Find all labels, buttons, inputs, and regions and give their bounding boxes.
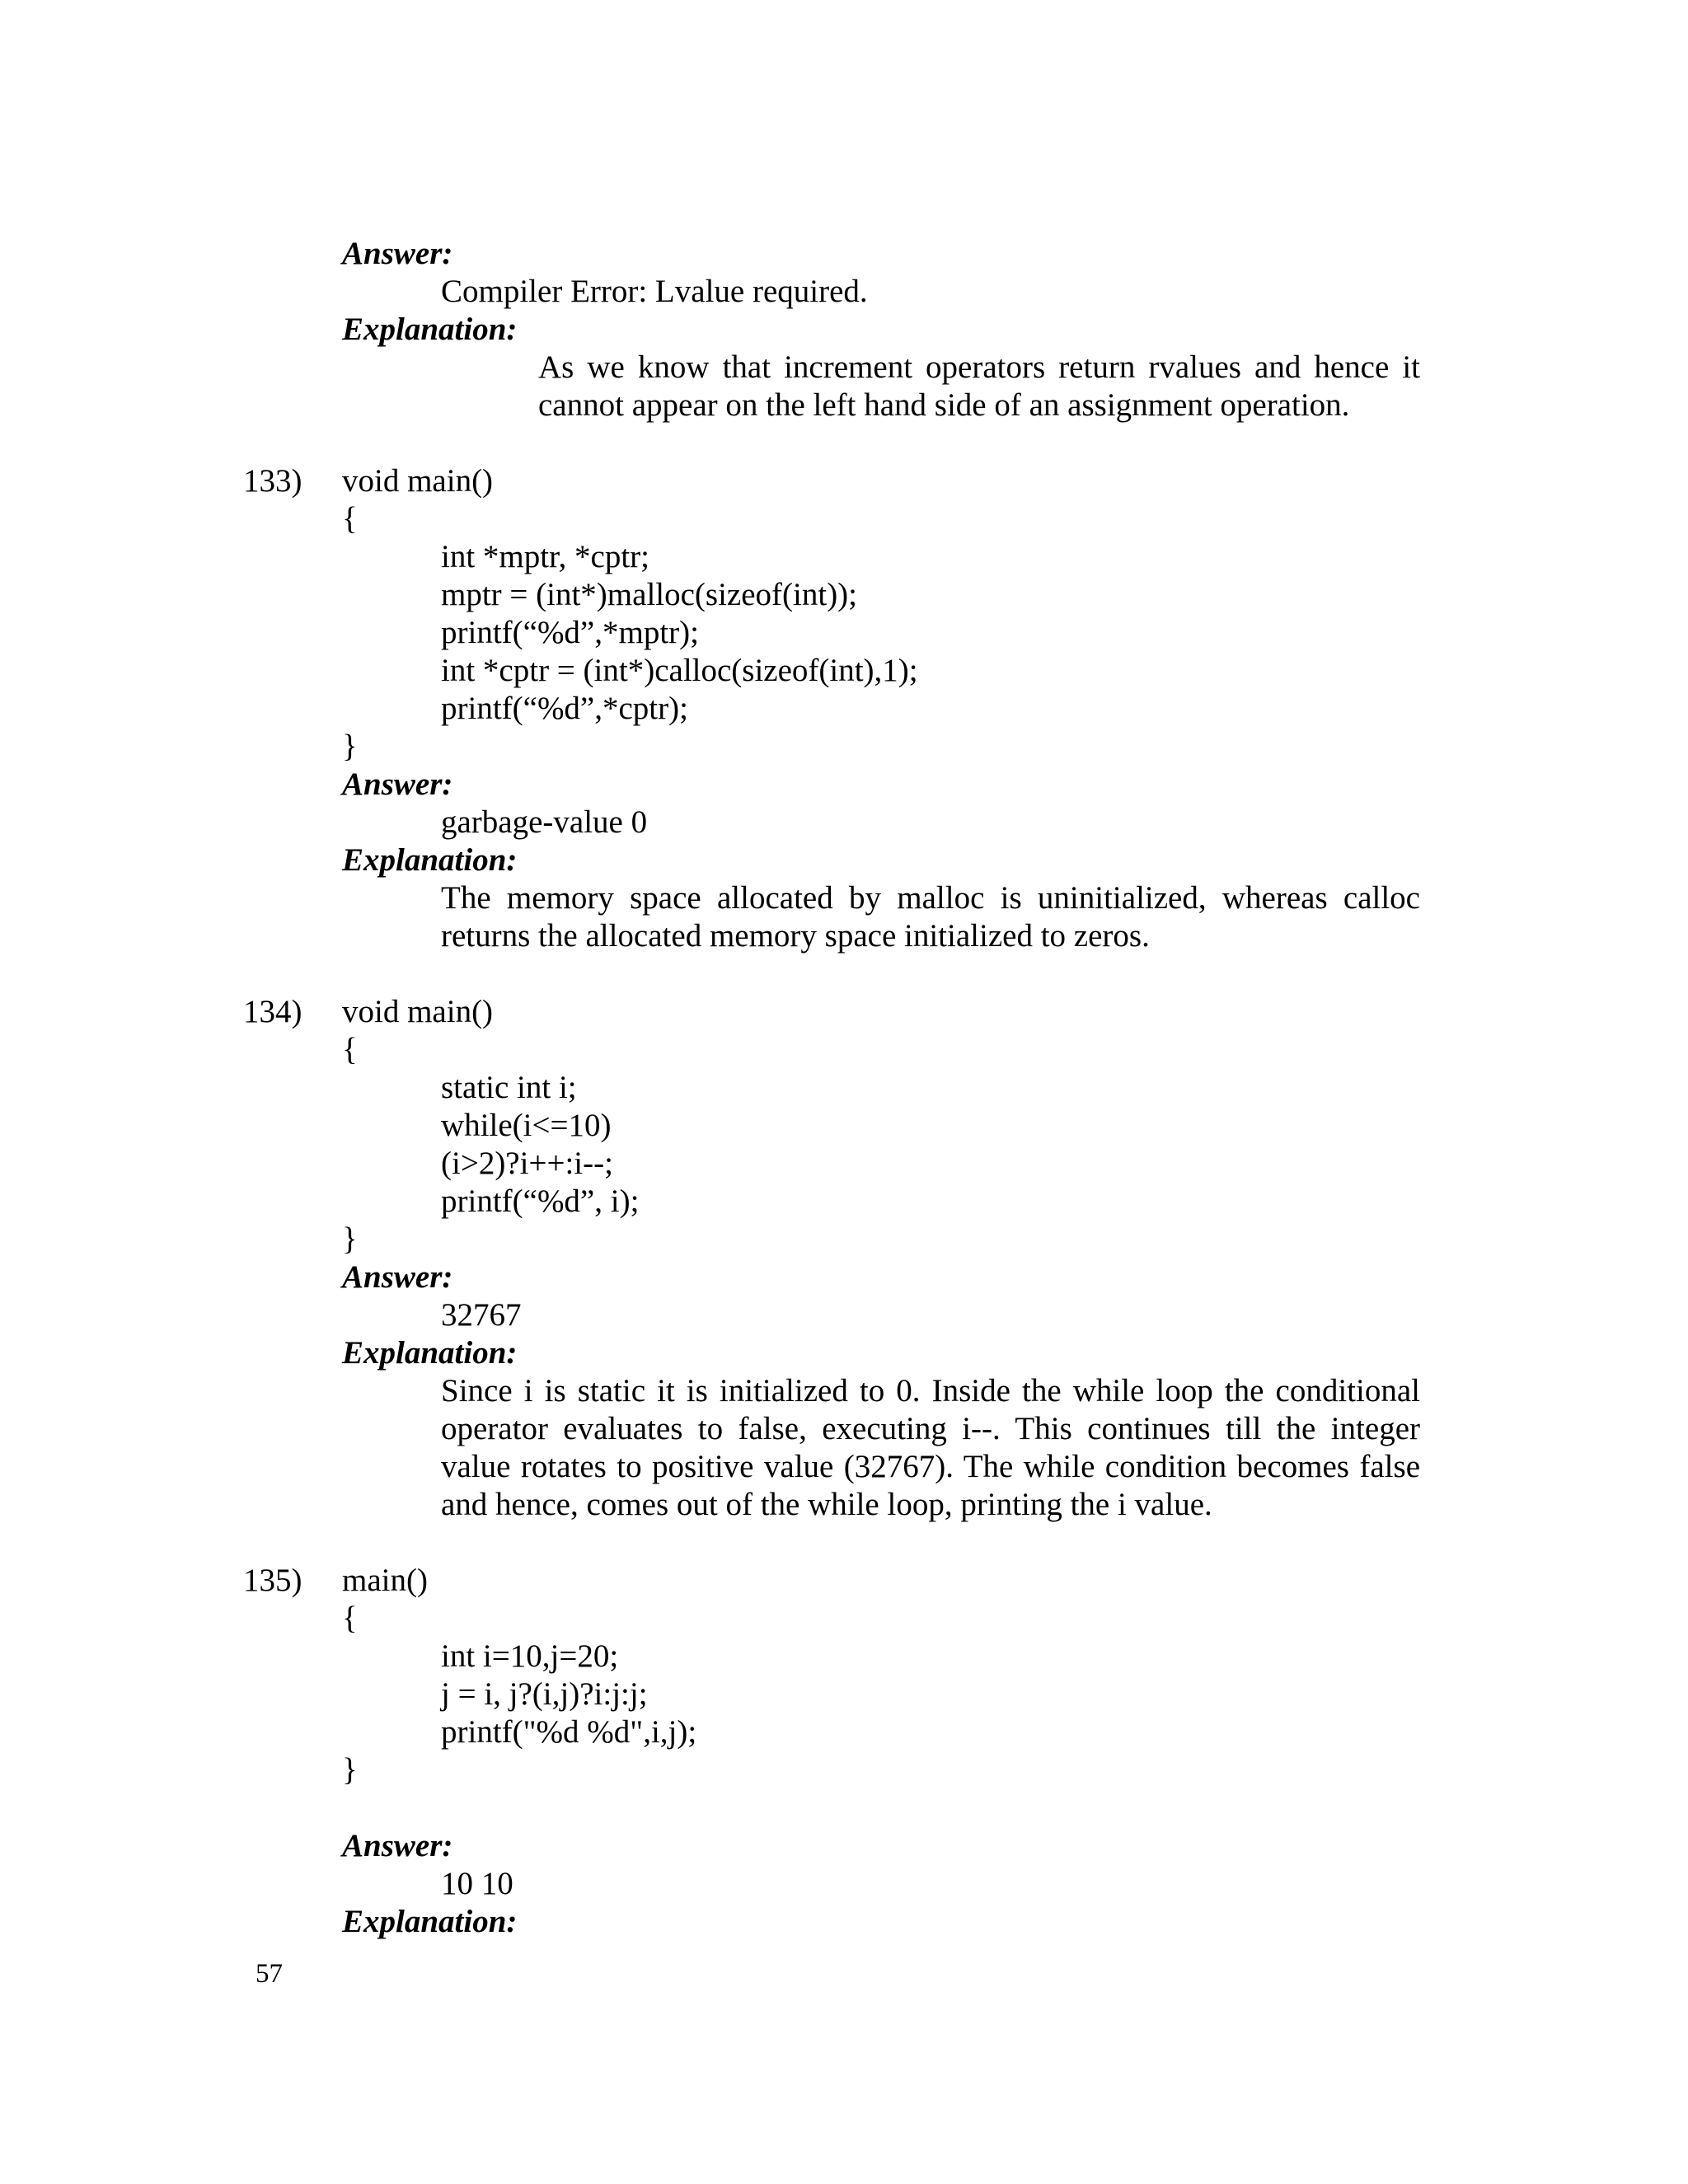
code-line: while(i<=10) [441, 1108, 612, 1143]
explanation-label: Explanation: [342, 1335, 518, 1371]
code-line: int i=10,j=20; [441, 1638, 619, 1674]
code-line: main() [342, 1563, 428, 1598]
explanation-text: Since i is static it is initialized to 0. Inside the while loop the conditional operator evaluates to false, executing i--. This continues till the integer value rotates to positive value (32767). The while condition becomes false and hence, comes out of the while loop, printing the i value. [441, 1373, 1420, 1522]
code-line: printf("%d %d",i,j); [441, 1714, 697, 1750]
code-line: } [342, 1752, 358, 1788]
code-line: (i>2)?i++:i--; [441, 1146, 613, 1181]
code-line: } [342, 1221, 358, 1257]
code-line: printf(“%d”,*mptr); [441, 615, 699, 650]
explanation-label: Explanation: [342, 1904, 518, 1939]
code-line: int *cptr = (int*)calloc(sizeof(int),1); [441, 653, 918, 688]
answer-label: Answer: [342, 1259, 453, 1295]
code-line: j = i, j?(i,j)?i:j:j; [441, 1676, 648, 1712]
answer-label: Answer: [342, 236, 453, 271]
explanation-label: Explanation: [342, 842, 518, 878]
answer-text: 10 10 [441, 1866, 513, 1901]
code-line: { [342, 1032, 358, 1067]
question-number: 134) [243, 994, 302, 1029]
code-line: printf(“%d”, i); [441, 1183, 640, 1219]
answer-text: garbage-value 0 [441, 804, 648, 840]
answer-label: Answer: [342, 1828, 453, 1863]
code-line: { [342, 1601, 358, 1636]
explanation-text: The memory space allocated by malloc is uninitialized, whereas calloc returns the allocated memory space initialized to zeros. [441, 880, 1420, 954]
code-line: int *mptr, *cptr; [441, 539, 649, 574]
page-number: 57 [256, 1959, 283, 1989]
code-line: void main() [342, 463, 494, 499]
answer-text: Compiler Error: Lvalue required. [441, 274, 868, 309]
explanation-label: Explanation: [342, 312, 518, 347]
code-line: mptr = (int*)malloc(sizeof(int)); [441, 577, 858, 612]
code-line: printf(“%d”,*cptr); [441, 691, 688, 726]
explanation-text: As we know that increment operators return rvalues and hence it cannot appear on the left hand side of an assignment operation. [538, 349, 1420, 423]
question-number: 133) [243, 463, 302, 499]
code-line: void main() [342, 994, 494, 1029]
code-line: static int i; [441, 1070, 577, 1105]
question-number: 135) [243, 1563, 302, 1598]
answer-label: Answer: [342, 766, 453, 802]
answer-text: 32767 [441, 1297, 522, 1333]
code-line: { [342, 501, 358, 537]
code-line: } [342, 729, 358, 764]
